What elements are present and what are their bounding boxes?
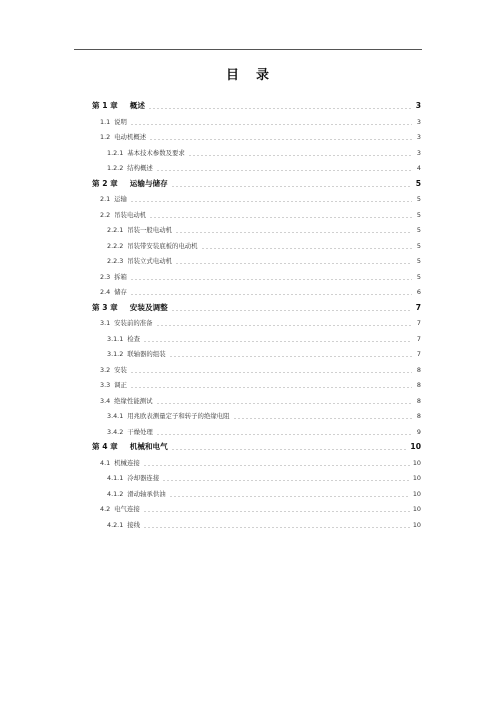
dot-leader [130, 294, 412, 295]
toc-entry-page-number: 8 [416, 365, 421, 374]
toc-entry-number: 3.4.2 [107, 427, 124, 436]
toc-title-char-2: 录 [256, 68, 271, 83]
dot-leader [130, 279, 412, 280]
toc-entry-page-number: 10 [412, 505, 421, 513]
toc-entry-text: 冷却器连接 [127, 474, 160, 482]
dot-leader [156, 434, 412, 435]
toc-entry[interactable] [107, 488, 421, 500]
toc-entry-page-number: 6 [416, 288, 421, 296]
toc-title-char-1: 目 [225, 68, 240, 83]
dot-leader [149, 217, 412, 218]
toc-entry-text: 吊装立式电动机 [127, 257, 172, 265]
toc-entry-number: 1.2 [100, 133, 111, 141]
toc-entry[interactable] [100, 193, 421, 205]
toc-entry[interactable] [107, 348, 421, 360]
toc-entry[interactable] [107, 410, 421, 422]
toc-entry-label [107, 162, 153, 174]
toc-entry-text: 机械和电气 [129, 442, 168, 451]
toc-entry[interactable] [100, 131, 421, 143]
toc-entry-text: 说明 [114, 117, 127, 126]
toc-entry-page-number: 5 [416, 241, 421, 250]
toc-entry-page-number: 10 [410, 442, 421, 451]
toc-entry-page-number: 3 [416, 133, 421, 141]
toc-entry-page-number: 4 [416, 164, 421, 172]
toc-entry[interactable] [100, 271, 421, 283]
toc-entry-number: 第 1 章 [92, 101, 118, 110]
toc-entry-page-number: 3 [416, 117, 421, 126]
toc-entry[interactable] [100, 364, 421, 376]
dot-leader [169, 496, 410, 497]
toc-entry-text: 安装及调整 [129, 302, 168, 312]
toc-entry[interactable] [107, 333, 421, 345]
dot-leader [130, 372, 412, 373]
dot-leader [175, 263, 412, 264]
toc-entry-text: 滑动轴承供油 [127, 489, 166, 498]
toc-entry-label [92, 100, 145, 112]
toc-entry[interactable] [107, 426, 421, 438]
toc-entry-page-number: 10 [412, 474, 421, 482]
toc-entry-number: 第 2 章 [92, 178, 118, 188]
dot-leader [130, 201, 412, 202]
dot-leader [156, 325, 412, 326]
toc-entry-number: 2.3 [100, 272, 111, 281]
toc-entry-label [100, 395, 153, 407]
toc-entry-number: 1.2.2 [107, 164, 124, 172]
dot-leader [130, 387, 412, 388]
dot-leader [171, 310, 412, 311]
toc-entry-number: 4.2 [100, 505, 111, 513]
toc-entry-label [100, 457, 140, 469]
toc-entry-page-number: 9 [416, 427, 421, 436]
toc-entry-number: 4.1 [100, 458, 111, 467]
toc-entry-number: 3.4.1 [107, 412, 124, 420]
toc-entry-text: 运输 [114, 195, 127, 203]
toc-entry-number: 第 3 章 [92, 302, 118, 312]
toc-entry-text: 用兆欧表测量定子和转子的绝缘电阻 [127, 412, 230, 420]
toc-entry-label [107, 488, 166, 500]
toc-entry-page-number: 7 [416, 350, 421, 358]
toc-entry[interactable] [100, 317, 421, 329]
toc-entry-label [107, 426, 153, 438]
dot-leader [156, 170, 412, 171]
toc-entry-number: 3.1.2 [107, 350, 124, 358]
toc-entry[interactable] [100, 116, 421, 128]
toc-entry-number: 3.2 [100, 365, 111, 374]
toc-entry-label [100, 116, 127, 128]
toc-entry-page-number: 10 [412, 489, 421, 498]
toc-entry[interactable] [100, 286, 421, 298]
toc-entry-text: 吊装电动机 [114, 210, 147, 219]
toc-entry-label [92, 441, 168, 453]
toc-entry-page-number: 3 [415, 101, 421, 110]
toc-entry-text: 概述 [129, 101, 145, 110]
toc-entry-label [107, 348, 166, 360]
toc-entry-text: 吊装一般电动机 [127, 226, 172, 234]
toc-entry[interactable] [100, 457, 421, 469]
dot-leader [171, 449, 408, 450]
dot-leader [188, 155, 412, 156]
toc-entry[interactable] [107, 147, 421, 159]
toc-entry-page-number: 7 [415, 302, 421, 312]
toc-entry-page-number: 7 [416, 319, 421, 327]
toc-entry-number: 2.2.3 [107, 257, 124, 265]
toc-entry-number: 1.2.1 [107, 148, 124, 157]
toc-entry-page-number: 5 [416, 210, 421, 219]
toc-entry-number: 2.2.1 [107, 226, 124, 234]
toc-entry-label [107, 410, 230, 422]
toc-entry-number: 2.2 [100, 210, 111, 219]
toc-entry-page-number: 8 [416, 396, 421, 405]
dot-leader [171, 186, 412, 187]
toc-entry-number: 3.1.1 [107, 334, 124, 343]
dot-leader [148, 108, 412, 109]
toc-entry-text: 结构概述 [127, 164, 153, 172]
toc-entry[interactable] [107, 224, 421, 236]
toc-entry-label [100, 286, 127, 298]
dot-leader [143, 527, 410, 528]
toc-entry-text: 安装 [114, 365, 127, 374]
toc-entry-label [107, 519, 140, 531]
toc-entry-number: 3.1 [100, 319, 111, 327]
toc-entry-label [100, 209, 146, 221]
toc-entry[interactable] [100, 209, 421, 221]
toc-entry-label [107, 472, 159, 484]
toc-entry[interactable] [100, 503, 421, 515]
toc-entry-text: 干燥处理 [127, 427, 153, 436]
toc-entry-label [107, 147, 185, 159]
toc-entry[interactable] [100, 395, 421, 407]
toc-entry[interactable] [107, 162, 421, 174]
toc-entry[interactable] [92, 302, 421, 314]
toc-entry-text: 储存 [114, 288, 127, 296]
toc-entry-number: 1.1 [100, 117, 111, 126]
toc-entry-label [100, 271, 127, 283]
toc-entry-page-number: 10 [412, 520, 421, 529]
toc-entry-text: 运输与储存 [129, 178, 168, 188]
toc-entry-text: 调正 [114, 381, 127, 389]
toc-entry-number: 4.1.1 [107, 474, 124, 482]
toc-entry-page-number: 7 [416, 334, 421, 343]
toc-entry-label [100, 379, 127, 391]
dot-leader [143, 511, 410, 512]
dot-leader [130, 124, 412, 125]
toc-entry[interactable] [92, 178, 421, 190]
toc-entry[interactable] [92, 441, 421, 453]
toc-entry-label [100, 364, 127, 376]
toc-entry-text: 电气连接 [114, 505, 140, 513]
toc-entry-page-number: 5 [416, 257, 421, 265]
toc-entry[interactable] [92, 100, 421, 112]
toc-entry-text: 接线 [127, 520, 141, 529]
dot-leader [149, 139, 412, 140]
toc-entry-label [92, 178, 168, 190]
toc-entry-number: 3.3 [100, 381, 111, 389]
toc-entry-number: 2.1 [100, 195, 111, 203]
toc-entry-text: 拆箱 [114, 272, 127, 281]
toc-entry-label [92, 302, 168, 314]
toc-entry-label [107, 224, 172, 236]
dot-leader [169, 356, 412, 357]
toc-entry-number: 第 4 章 [92, 442, 118, 451]
dot-leader [162, 480, 410, 481]
toc-entry-number: 2.4 [100, 288, 111, 296]
toc-entry-page-number: 5 [416, 195, 421, 203]
toc-entry-number: 2.2.2 [107, 241, 124, 250]
toc-entry[interactable] [100, 379, 421, 391]
toc-entry-text: 吊装带安装底板的电动机 [127, 241, 198, 250]
toc-entry-text: 电动机概述 [114, 133, 147, 141]
toc-entry-number: 3.4 [100, 396, 111, 405]
toc-entry-label [100, 131, 146, 143]
toc-entry-page-number: 8 [416, 412, 421, 420]
dot-leader [201, 248, 412, 249]
toc-entry-text: 机械连接 [114, 458, 140, 467]
dot-leader [156, 403, 412, 404]
toc-entry-text: 绝缘性能测试 [114, 396, 153, 405]
toc-entry[interactable] [107, 472, 421, 484]
toc-entry-page-number: 3 [416, 148, 421, 157]
toc-entry-text: 安装前的准备 [114, 319, 153, 327]
dot-leader [143, 341, 412, 342]
toc-entry[interactable] [107, 255, 421, 267]
toc-entry-page-number: 10 [412, 458, 421, 467]
toc-entry-label [107, 333, 140, 345]
toc-entry-text: 基本技术参数及要求 [127, 148, 185, 157]
dot-leader [175, 232, 412, 233]
toc-entry-number: 4.2.1 [107, 520, 124, 529]
toc-entry-page-number: 8 [416, 381, 421, 389]
dot-leader [143, 465, 410, 466]
toc-entry-page-number: 5 [416, 272, 421, 281]
toc-entry-number: 4.1.2 [107, 489, 124, 498]
toc-entry-label [100, 503, 140, 515]
toc-entry[interactable] [107, 519, 421, 531]
toc-entry-label [100, 317, 153, 329]
dot-leader [233, 418, 412, 419]
toc-entry-text: 联轴器的组装 [127, 350, 166, 358]
toc-entry-text: 检查 [127, 334, 141, 343]
toc-entry-label [107, 255, 172, 267]
toc-entry-label [100, 193, 127, 205]
toc-entry-label [107, 240, 198, 252]
toc-entry[interactable] [107, 240, 421, 252]
toc-entry-page-number: 5 [416, 226, 421, 234]
toc-entry-page-number: 5 [415, 178, 421, 188]
